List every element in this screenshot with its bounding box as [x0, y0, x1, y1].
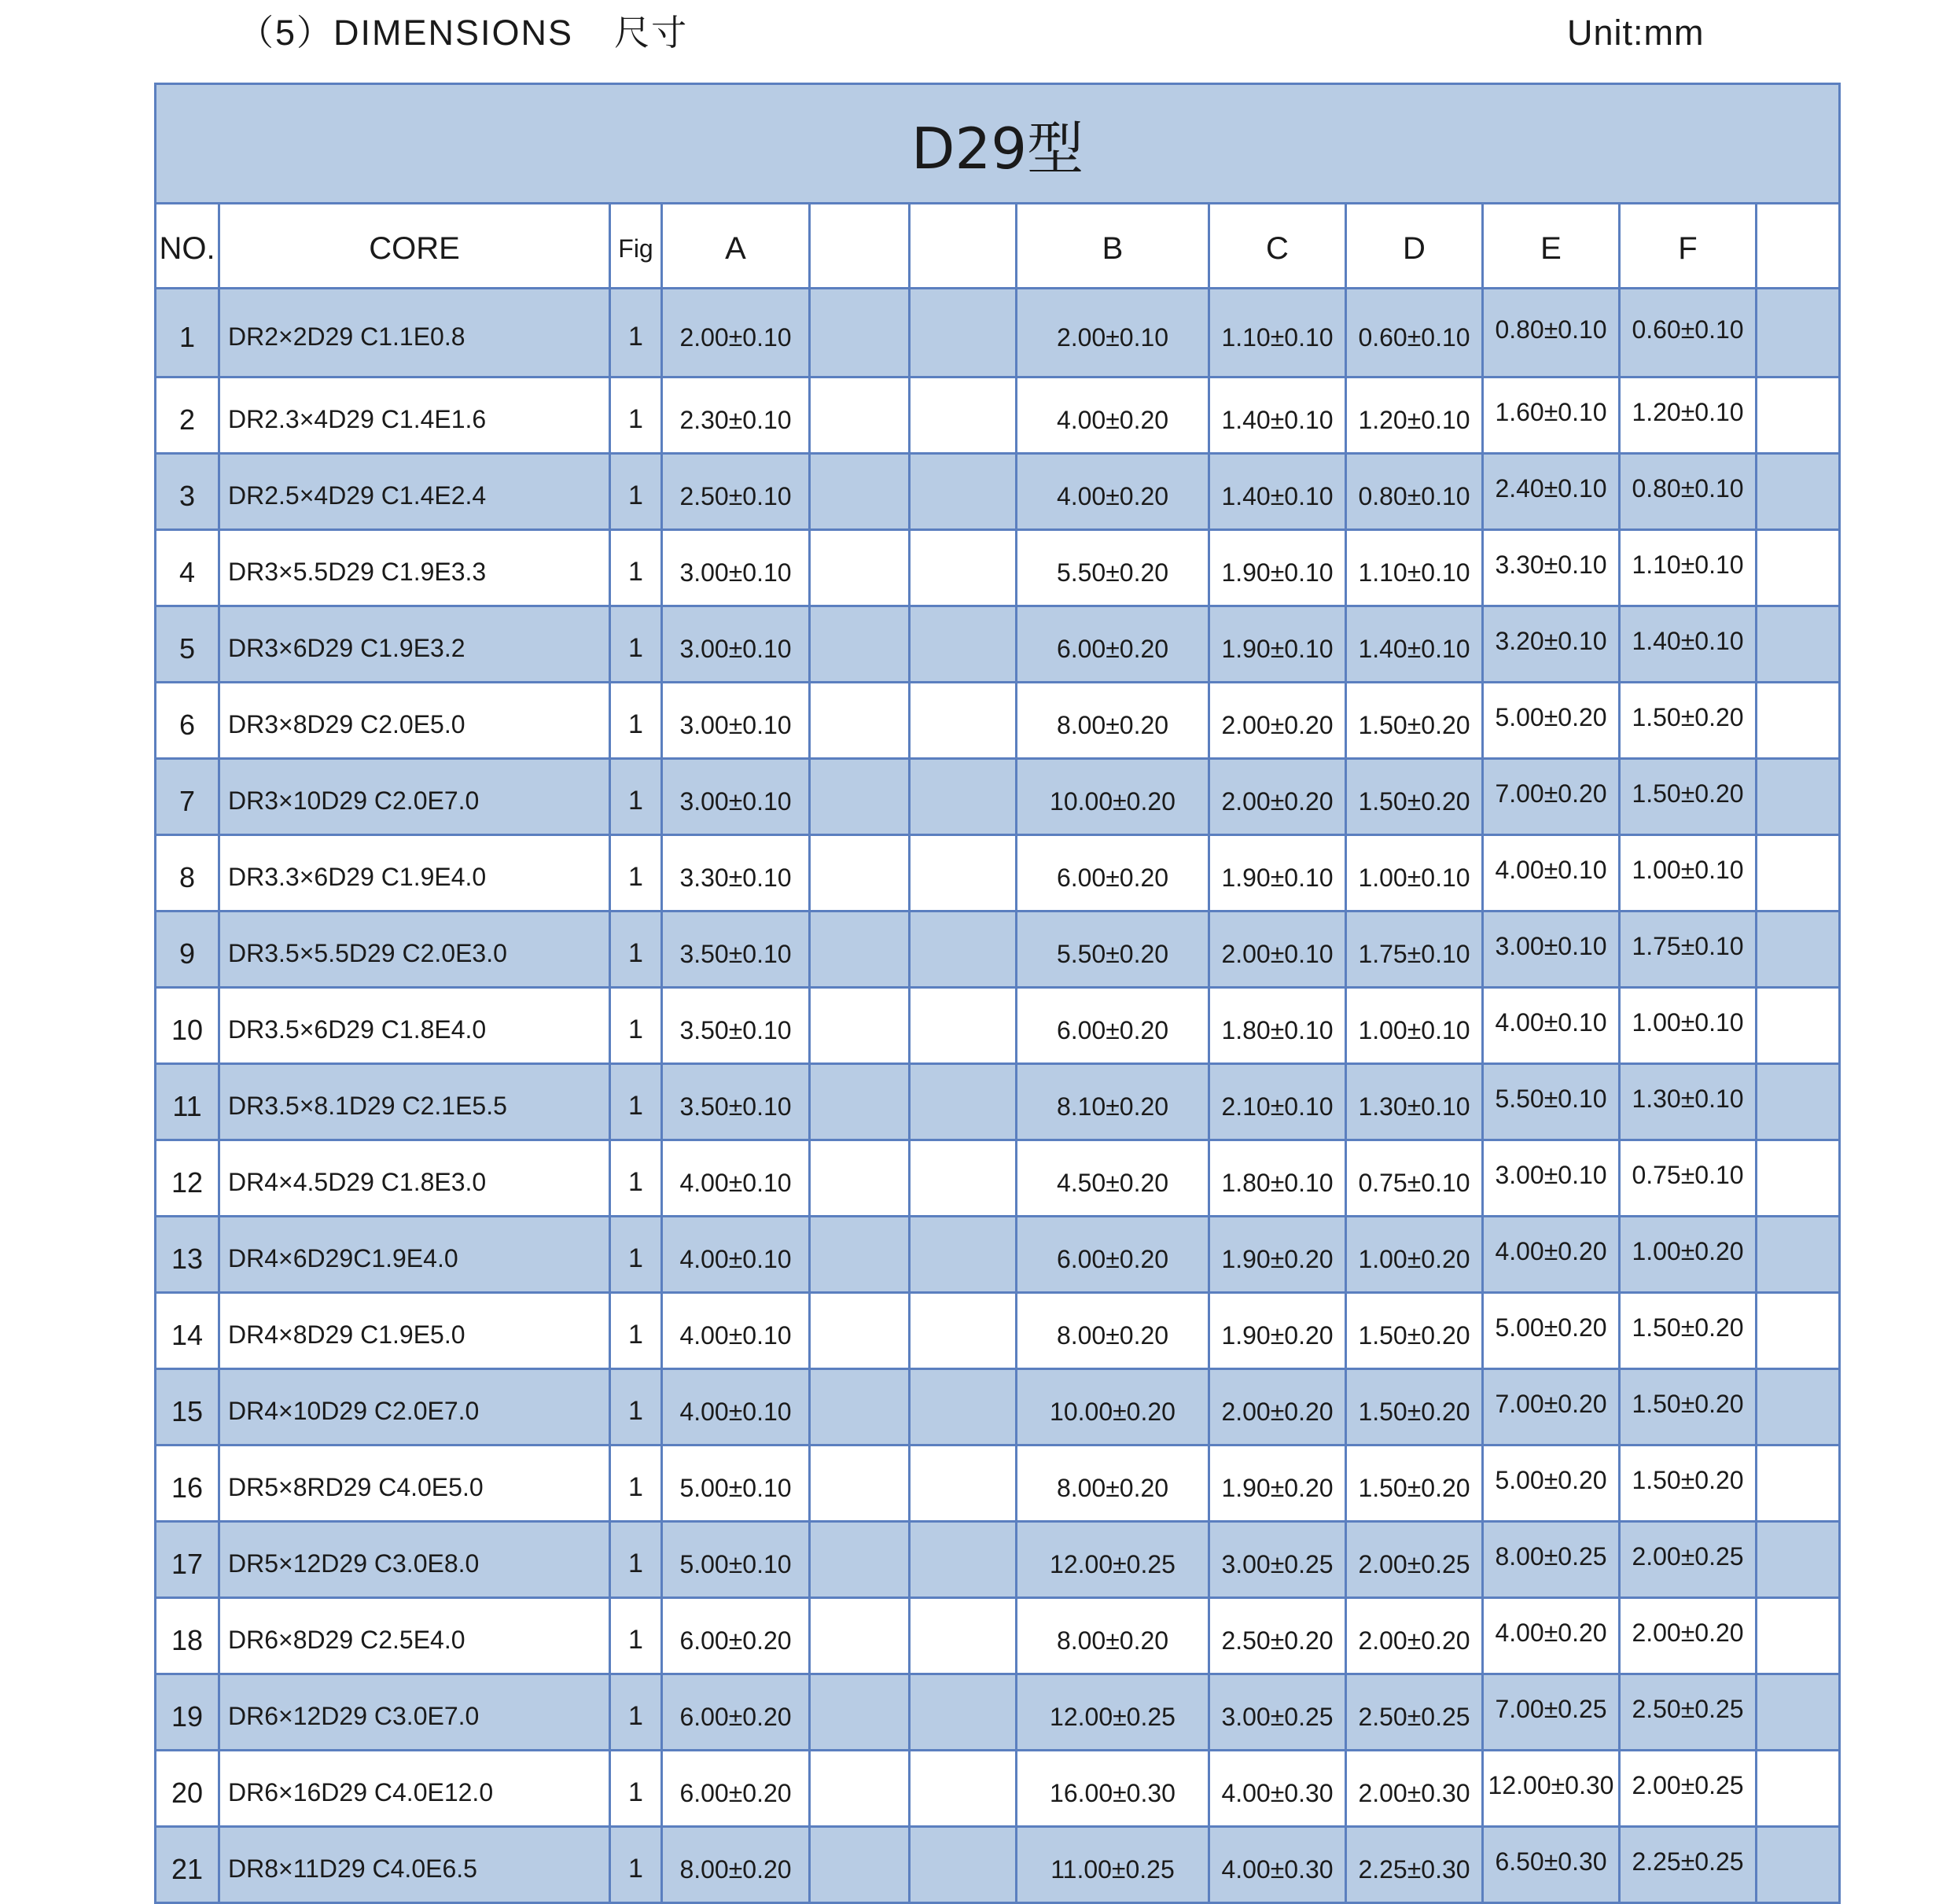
header-blank-1 [810, 204, 910, 289]
cell-f: 1.00±0.10 [1620, 835, 1757, 911]
cell-core: DR4×10D29 C2.0E7.0 [219, 1369, 610, 1445]
cell-c: 3.00±0.25 [1209, 1522, 1346, 1598]
cell-d: 2.50±0.25 [1346, 1674, 1483, 1751]
table-title [156, 84, 1840, 204]
cell-a: 3.30±0.10 [662, 835, 810, 911]
cell-b: 12.00±0.25 [1017, 1522, 1209, 1598]
cell-a: 2.50±0.10 [662, 454, 810, 530]
cell-f: 1.75±0.10 [1620, 911, 1757, 988]
cell-a: 3.50±0.10 [662, 1064, 810, 1140]
table-header-row [156, 204, 1840, 289]
cell-no: 2 [156, 377, 219, 454]
cell-e: 4.00±0.20 [1483, 1217, 1620, 1293]
cell-b: 8.00±0.20 [1017, 1293, 1209, 1369]
header-fig: Fig [610, 204, 662, 289]
cell-b: 4.00±0.20 [1017, 377, 1209, 454]
cell-d: 0.60±0.10 [1346, 289, 1483, 377]
cell-d: 2.00±0.25 [1346, 1522, 1483, 1598]
cell-fig: 1 [610, 530, 662, 606]
cell-blank [810, 835, 910, 911]
cell-no: 3 [156, 454, 219, 530]
table-row [156, 1369, 1840, 1445]
cell-e: 1.60±0.10 [1483, 377, 1620, 454]
cell-no: 8 [156, 835, 219, 911]
cell-fig: 1 [610, 683, 662, 759]
table-row [156, 1140, 1840, 1217]
cell-fig: 1 [610, 1827, 662, 1903]
unit-label: Unit:mm [1567, 13, 1705, 53]
section-number: （5） [238, 13, 334, 53]
cell-a: 8.00±0.20 [662, 1827, 810, 1903]
cell-no: 18 [156, 1598, 219, 1674]
cell-blank [910, 1445, 1017, 1522]
cell-e: 4.00±0.10 [1483, 988, 1620, 1064]
cell-e: 12.00±0.30 [1483, 1751, 1620, 1827]
cell-blank [810, 377, 910, 454]
cell-blank [1757, 1140, 1840, 1217]
cell-no: 12 [156, 1140, 219, 1217]
cell-f: 2.00±0.20 [1620, 1598, 1757, 1674]
cell-blank [910, 759, 1017, 835]
cell-a: 4.00±0.10 [662, 1140, 810, 1217]
cell-d: 1.40±0.10 [1346, 606, 1483, 683]
cell-core: DR3×8D29 C2.0E5.0 [219, 683, 610, 759]
cell-b: 5.50±0.20 [1017, 911, 1209, 988]
cell-blank [810, 1369, 910, 1445]
table-title-row [156, 84, 1840, 204]
cell-b: 6.00±0.20 [1017, 988, 1209, 1064]
cell-c: 3.00±0.25 [1209, 1674, 1346, 1751]
cell-blank [1757, 1598, 1840, 1674]
cell-blank [1757, 835, 1840, 911]
cell-no: 4 [156, 530, 219, 606]
cell-d: 1.75±0.10 [1346, 911, 1483, 988]
cell-c: 2.00±0.20 [1209, 683, 1346, 759]
cell-d: 1.50±0.20 [1346, 683, 1483, 759]
cell-b: 4.50±0.20 [1017, 1140, 1209, 1217]
cell-a: 3.00±0.10 [662, 530, 810, 606]
cell-blank [810, 1064, 910, 1140]
header-core: CORE [219, 204, 610, 289]
cell-blank [1757, 1064, 1840, 1140]
header-c: C [1209, 204, 1346, 289]
cell-blank [1757, 683, 1840, 759]
cell-blank [810, 1674, 910, 1751]
cell-e: 3.00±0.10 [1483, 911, 1620, 988]
cell-d: 1.50±0.20 [1346, 759, 1483, 835]
cell-blank [1757, 1522, 1840, 1598]
cell-e: 4.00±0.10 [1483, 835, 1620, 911]
cell-core: DR3.5×6D29 C1.8E4.0 [219, 988, 610, 1064]
cell-no: 10 [156, 988, 219, 1064]
cell-blank [910, 1064, 1017, 1140]
cell-blank [810, 606, 910, 683]
cell-f: 2.00±0.25 [1620, 1522, 1757, 1598]
table-row [156, 606, 1840, 683]
cell-fig: 1 [610, 1293, 662, 1369]
cell-f: 1.10±0.10 [1620, 530, 1757, 606]
header-f: F [1620, 204, 1757, 289]
cell-no: 6 [156, 683, 219, 759]
cell-blank [810, 1140, 910, 1217]
cell-no: 17 [156, 1522, 219, 1598]
cell-blank [1757, 1445, 1840, 1522]
cell-no: 5 [156, 606, 219, 683]
cell-c: 2.50±0.20 [1209, 1598, 1346, 1674]
table-row [156, 1751, 1840, 1827]
cell-fig: 1 [610, 377, 662, 454]
table-row [156, 1217, 1840, 1293]
header-e: E [1483, 204, 1620, 289]
cell-no: 11 [156, 1064, 219, 1140]
cell-d: 2.25±0.30 [1346, 1827, 1483, 1903]
cell-d: 1.20±0.10 [1346, 377, 1483, 454]
table-row [156, 911, 1840, 988]
cell-f: 1.50±0.20 [1620, 683, 1757, 759]
cell-d: 1.00±0.10 [1346, 988, 1483, 1064]
cell-a: 3.00±0.10 [662, 606, 810, 683]
cell-a: 3.00±0.10 [662, 759, 810, 835]
cell-blank [910, 1751, 1017, 1827]
cell-blank [1757, 1674, 1840, 1751]
cell-no: 16 [156, 1445, 219, 1522]
cell-f: 2.25±0.25 [1620, 1827, 1757, 1903]
cell-blank [1757, 1827, 1840, 1903]
table-row [156, 1293, 1840, 1369]
cell-blank [810, 683, 910, 759]
cell-e: 7.00±0.20 [1483, 1369, 1620, 1445]
cell-d: 2.00±0.30 [1346, 1751, 1483, 1827]
cell-no: 13 [156, 1217, 219, 1293]
cell-fig: 1 [610, 606, 662, 683]
cell-e: 2.40±0.10 [1483, 454, 1620, 530]
cell-a: 6.00±0.20 [662, 1598, 810, 1674]
cell-b: 6.00±0.20 [1017, 835, 1209, 911]
cell-c: 2.00±0.20 [1209, 759, 1346, 835]
cell-fig: 1 [610, 1369, 662, 1445]
cell-blank [810, 988, 910, 1064]
cell-blank [910, 377, 1017, 454]
cell-e: 5.00±0.20 [1483, 1445, 1620, 1522]
cell-f: 1.50±0.20 [1620, 1445, 1757, 1522]
cell-a: 6.00±0.20 [662, 1674, 810, 1751]
cell-blank [910, 1293, 1017, 1369]
cell-no: 1 [156, 289, 219, 377]
table-row [156, 1674, 1840, 1751]
cell-d: 1.00±0.20 [1346, 1217, 1483, 1293]
cell-blank [1757, 988, 1840, 1064]
cell-blank [1757, 530, 1840, 606]
cell-c: 1.40±0.10 [1209, 377, 1346, 454]
section-title-zh: 尺寸 [614, 12, 689, 53]
cell-core: DR2.3×4D29 C1.4E1.6 [219, 377, 610, 454]
cell-blank [810, 911, 910, 988]
cell-blank [910, 289, 1017, 377]
cell-core: DR4×4.5D29 C1.8E3.0 [219, 1140, 610, 1217]
cell-fig: 1 [610, 835, 662, 911]
cell-fig: 1 [610, 1064, 662, 1140]
cell-fig: 1 [610, 454, 662, 530]
cell-blank [1757, 454, 1840, 530]
header-d: D [1346, 204, 1483, 289]
cell-blank [910, 1140, 1017, 1217]
cell-core: DR3×10D29 C2.0E7.0 [219, 759, 610, 835]
cell-blank [810, 1751, 910, 1827]
cell-a: 5.00±0.10 [662, 1445, 810, 1522]
cell-c: 4.00±0.30 [1209, 1751, 1346, 1827]
cell-no: 15 [156, 1369, 219, 1445]
header-b: B [1017, 204, 1209, 289]
cell-no: 7 [156, 759, 219, 835]
cell-blank [1757, 911, 1840, 988]
cell-c: 1.40±0.10 [1209, 454, 1346, 530]
cell-e: 5.00±0.20 [1483, 683, 1620, 759]
cell-b: 16.00±0.30 [1017, 1751, 1209, 1827]
cell-b: 10.00±0.20 [1017, 1369, 1209, 1445]
cell-d: 0.75±0.10 [1346, 1140, 1483, 1217]
cell-blank [1757, 759, 1840, 835]
cell-blank [810, 454, 910, 530]
cell-core: DR6×12D29 C3.0E7.0 [219, 1674, 610, 1751]
cell-e: 3.00±0.10 [1483, 1140, 1620, 1217]
cell-blank [810, 1445, 910, 1522]
cell-c: 2.00±0.20 [1209, 1369, 1346, 1445]
cell-c: 1.10±0.10 [1209, 289, 1346, 377]
cell-b: 11.00±0.25 [1017, 1827, 1209, 1903]
cell-f: 0.75±0.10 [1620, 1140, 1757, 1217]
cell-core: DR4×8D29 C1.9E5.0 [219, 1293, 610, 1369]
cell-b: 8.00±0.20 [1017, 1598, 1209, 1674]
table-row [156, 454, 1840, 530]
cell-a: 2.00±0.10 [662, 289, 810, 377]
cell-core: DR3.5×5.5D29 C2.0E3.0 [219, 911, 610, 988]
cell-d: 1.50±0.20 [1346, 1369, 1483, 1445]
cell-blank [810, 1598, 910, 1674]
cell-core: DR2×2D29 C1.1E0.8 [219, 289, 610, 377]
cell-f: 1.50±0.20 [1620, 1369, 1757, 1445]
model-suffix: 型 [1027, 115, 1084, 182]
cell-f: 2.00±0.25 [1620, 1751, 1757, 1827]
cell-fig: 1 [610, 1445, 662, 1522]
cell-fig: 1 [610, 759, 662, 835]
cell-f: 1.20±0.10 [1620, 377, 1757, 454]
header-a: A [662, 204, 810, 289]
cell-blank [910, 1217, 1017, 1293]
cell-blank [1757, 1217, 1840, 1293]
cell-f: 1.50±0.20 [1620, 759, 1757, 835]
table-row [156, 377, 1840, 454]
cell-fig: 1 [610, 289, 662, 377]
cell-blank [910, 454, 1017, 530]
cell-fig: 1 [610, 1674, 662, 1751]
cell-blank [1757, 1751, 1840, 1827]
cell-f: 0.60±0.10 [1620, 289, 1757, 377]
cell-a: 5.00±0.10 [662, 1522, 810, 1598]
cell-e: 8.00±0.25 [1483, 1522, 1620, 1598]
cell-blank [910, 988, 1017, 1064]
cell-core: DR3.5×8.1D29 C2.1E5.5 [219, 1064, 610, 1140]
cell-blank [910, 911, 1017, 988]
cell-blank [1757, 1293, 1840, 1369]
table-row [156, 1445, 1840, 1522]
cell-f: 1.40±0.10 [1620, 606, 1757, 683]
cell-d: 1.50±0.20 [1346, 1445, 1483, 1522]
cell-fig: 1 [610, 1217, 662, 1293]
cell-fig: 1 [610, 1140, 662, 1217]
cell-d: 1.00±0.10 [1346, 835, 1483, 911]
cell-blank [910, 606, 1017, 683]
cell-b: 4.00±0.20 [1017, 454, 1209, 530]
cell-b: 8.10±0.20 [1017, 1064, 1209, 1140]
cell-c: 1.90±0.20 [1209, 1217, 1346, 1293]
cell-f: 0.80±0.10 [1620, 454, 1757, 530]
table-row [156, 988, 1840, 1064]
cell-e: 3.20±0.10 [1483, 606, 1620, 683]
cell-blank [810, 759, 910, 835]
cell-e: 0.80±0.10 [1483, 289, 1620, 377]
cell-blank [810, 1217, 910, 1293]
cell-core: DR3×5.5D29 C1.9E3.3 [219, 530, 610, 606]
model-name: D29 [911, 115, 1028, 182]
dimensions-table [154, 83, 1841, 1904]
cell-blank [910, 1369, 1017, 1445]
cell-blank [910, 1522, 1017, 1598]
cell-a: 4.00±0.10 [662, 1293, 810, 1369]
cell-c: 1.90±0.10 [1209, 530, 1346, 606]
cell-core: DR8×11D29 C4.0E6.5 [219, 1827, 610, 1903]
cell-f: 1.00±0.20 [1620, 1217, 1757, 1293]
cell-no: 14 [156, 1293, 219, 1369]
cell-core: DR4×6D29C1.9E4.0 [219, 1217, 610, 1293]
cell-f: 1.00±0.10 [1620, 988, 1757, 1064]
cell-blank [810, 289, 910, 377]
cell-d: 2.00±0.20 [1346, 1598, 1483, 1674]
table-row [156, 530, 1840, 606]
cell-blank [910, 683, 1017, 759]
cell-e: 5.50±0.10 [1483, 1064, 1620, 1140]
cell-e: 7.00±0.25 [1483, 1674, 1620, 1751]
cell-f: 2.50±0.25 [1620, 1674, 1757, 1751]
cell-no: 9 [156, 911, 219, 988]
cell-a: 4.00±0.10 [662, 1369, 810, 1445]
table-row [156, 289, 1840, 377]
cell-blank [910, 1674, 1017, 1751]
cell-fig: 1 [610, 988, 662, 1064]
cell-c: 1.90±0.10 [1209, 835, 1346, 911]
cell-blank [910, 1598, 1017, 1674]
table-row [156, 1522, 1840, 1598]
cell-d: 1.50±0.20 [1346, 1293, 1483, 1369]
cell-fig: 1 [610, 1522, 662, 1598]
table-row [156, 1064, 1840, 1140]
cell-blank [910, 1827, 1017, 1903]
cell-b: 12.00±0.25 [1017, 1674, 1209, 1751]
cell-c: 1.80±0.10 [1209, 1140, 1346, 1217]
cell-a: 6.00±0.20 [662, 1751, 810, 1827]
cell-blank [1757, 377, 1840, 454]
cell-d: 0.80±0.10 [1346, 454, 1483, 530]
cell-e: 5.00±0.20 [1483, 1293, 1620, 1369]
cell-e: 6.50±0.30 [1483, 1827, 1620, 1903]
cell-b: 6.00±0.20 [1017, 606, 1209, 683]
table-row [156, 1598, 1840, 1674]
cell-core: DR5×8RD29 C4.0E5.0 [219, 1445, 610, 1522]
cell-fig: 1 [610, 1598, 662, 1674]
cell-b: 10.00±0.20 [1017, 759, 1209, 835]
cell-c: 2.10±0.10 [1209, 1064, 1346, 1140]
cell-c: 1.90±0.20 [1209, 1445, 1346, 1522]
cell-blank [810, 1827, 910, 1903]
cell-core: DR6×16D29 C4.0E12.0 [219, 1751, 610, 1827]
cell-blank [910, 835, 1017, 911]
cell-a: 3.50±0.10 [662, 911, 810, 988]
cell-core: DR6×8D29 C2.5E4.0 [219, 1598, 610, 1674]
cell-blank [1757, 289, 1840, 377]
cell-a: 3.50±0.10 [662, 988, 810, 1064]
cell-c: 1.90±0.10 [1209, 606, 1346, 683]
section-heading [238, 5, 688, 61]
cell-c: 4.00±0.30 [1209, 1827, 1346, 1903]
table-row [156, 1827, 1840, 1903]
cell-blank [810, 1522, 910, 1598]
header-blank-2 [910, 204, 1017, 289]
cell-b: 8.00±0.20 [1017, 1445, 1209, 1522]
header-no: NO. [156, 204, 219, 289]
cell-blank [810, 1293, 910, 1369]
cell-core: DR2.5×4D29 C1.4E2.4 [219, 454, 610, 530]
cell-f: 1.30±0.10 [1620, 1064, 1757, 1140]
cell-no: 21 [156, 1827, 219, 1903]
section-title: DIMENSIONS [333, 13, 574, 53]
cell-blank [910, 530, 1017, 606]
cell-blank [810, 530, 910, 606]
cell-core: DR3.3×6D29 C1.9E4.0 [219, 835, 610, 911]
cell-a: 4.00±0.10 [662, 1217, 810, 1293]
cell-core: DR3×6D29 C1.9E3.2 [219, 606, 610, 683]
cell-b: 6.00±0.20 [1017, 1217, 1209, 1293]
cell-core: DR5×12D29 C3.0E8.0 [219, 1522, 610, 1598]
cell-c: 1.90±0.20 [1209, 1293, 1346, 1369]
cell-c: 1.80±0.10 [1209, 988, 1346, 1064]
cell-b: 5.50±0.20 [1017, 530, 1209, 606]
table-row [156, 835, 1840, 911]
cell-b: 8.00±0.20 [1017, 683, 1209, 759]
cell-no: 20 [156, 1751, 219, 1827]
cell-blank [1757, 606, 1840, 683]
cell-f: 1.50±0.20 [1620, 1293, 1757, 1369]
cell-b: 2.00±0.10 [1017, 289, 1209, 377]
cell-e: 3.30±0.10 [1483, 530, 1620, 606]
cell-e: 7.00±0.20 [1483, 759, 1620, 835]
cell-e: 4.00±0.20 [1483, 1598, 1620, 1674]
cell-d: 1.30±0.10 [1346, 1064, 1483, 1140]
cell-c: 2.00±0.10 [1209, 911, 1346, 988]
cell-a: 3.00±0.10 [662, 683, 810, 759]
cell-fig: 1 [610, 911, 662, 988]
cell-a: 2.30±0.10 [662, 377, 810, 454]
header-blank-3 [1757, 204, 1840, 289]
table-row [156, 683, 1840, 759]
cell-blank [1757, 1369, 1840, 1445]
table-row [156, 759, 1840, 835]
cell-no: 19 [156, 1674, 219, 1751]
cell-d: 1.10±0.10 [1346, 530, 1483, 606]
cell-fig: 1 [610, 1751, 662, 1827]
